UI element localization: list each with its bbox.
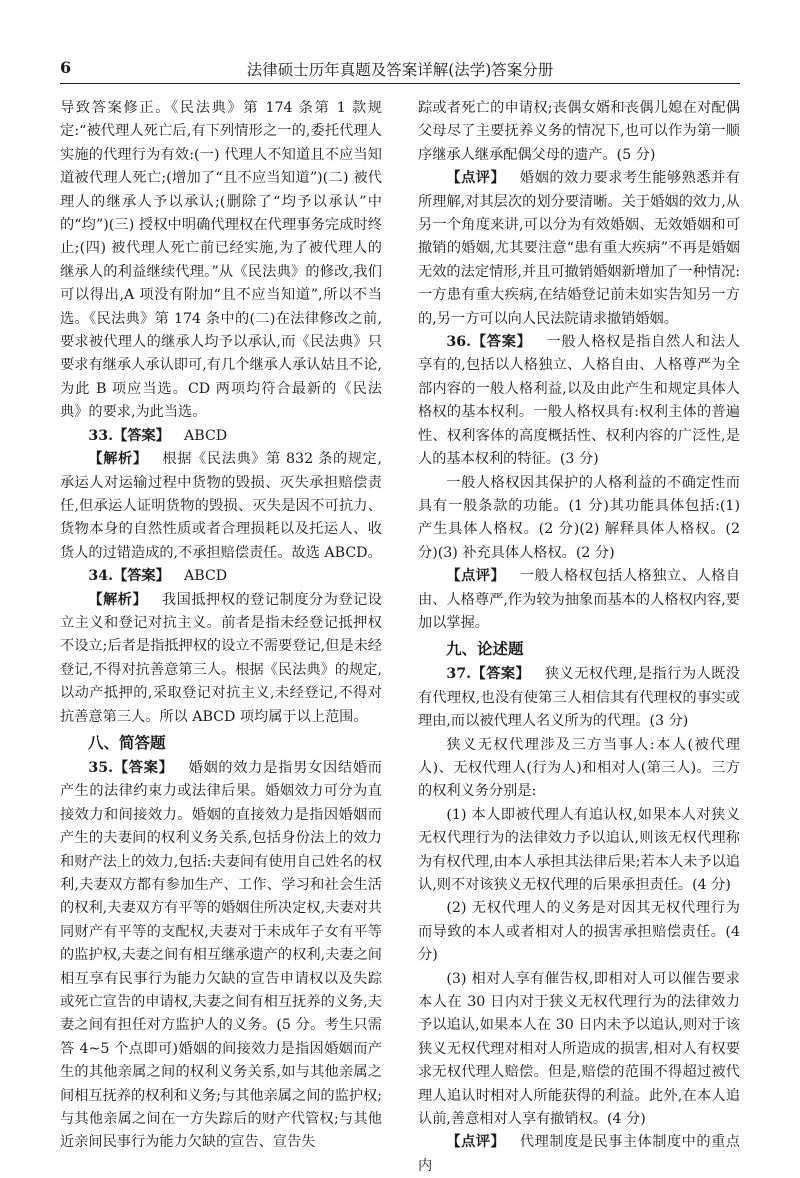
answer-paragraph: 37.【答案】 狭义无权代理,是指行为人既没有代理权,也没有使第三人相信其有代理权的事实或理由,而以被代理人名义所为的代理。(3 分): [418, 666, 740, 730]
comment-paragraph: 【点评】 一般人格权包括人格独立、人格自由、人格尊严,作为较为抽象而基本的人格权内容,要加以掌握。: [418, 568, 740, 631]
comment-label: 【点评】: [446, 1134, 506, 1151]
answer-paragraph: 36.【答案】 一般人格权是指自然人和法人享有的,包括以人格独立、人格自由、人格尊严为全部内容的一般人格利益,以及由此产生和规定具体人格权的基本权利。一般人格权具有:权利主体的普遍性、权利客体的高度概括性、权利内容的广泛性,是人的基本权利的特征。(3 分): [418, 334, 740, 468]
running-title: 法律硕士历年真题及答案详解(法学)答案分册: [246, 61, 554, 79]
section-heading: 九、论述题: [446, 639, 524, 659]
comment-paragraph: 【点评】 代理制度是民事主体制度中的重点内: [418, 1134, 740, 1174]
header-rule: [60, 83, 740, 84]
comment-label: 【点评】: [446, 568, 506, 585]
comment-paragraph: 【点评】 婚姻的效力要求考生能够熟悉并有所理解,对其层次的划分要清晰。关于婚姻的效力,从另一个角度来讲,可以分为有效婚姻、无效婚姻和可撤销的婚姻,尤其要注意“患有重大疾病”不再是婚姻无效的法定情形,并且可撤销婚姻新增加了一种情况:一方患有重大疾病,在结婚登记前未如实告知另一方的,另一方可以向人民法院请求撤销婚姻。: [418, 170, 740, 327]
analysis-label: 【解析】: [88, 591, 148, 608]
left-column: [60, 97, 382, 1155]
comment-label: 【点评】: [446, 170, 506, 187]
paragraph: 踪或者死亡的申请权;丧偶女婿和丧偶儿媳在对配偶父母尽了主要抚养义务的情况下,也可以作为第一顺序继承人继承配偶父母的遗产。(5 分): [418, 100, 740, 163]
answer-label: 33.【答案】: [88, 427, 170, 444]
answer-paragraph: 34.【答案】 ABCD: [88, 568, 228, 585]
paragraph: (2) 无权代理人的义务是对因其无权代理行为而导致的本人或者相对人的损害承担赔偿责任。(4 分): [418, 900, 740, 964]
answer-paragraph: 33.【答案】 ABCD: [88, 427, 228, 444]
answer-label: 34.【答案】: [88, 568, 170, 585]
analysis-paragraph: 【解析】 根据《民法典》第 832 条的规定,承运人对运输过程中货物的毁损、灭失承担赔偿责任,但承运人证明货物的毁损、灭失是因不可抗力、货物本身的自然性质或者合理损耗以及托运人、收货人的过错造成的,不承担赔偿责任。故选 ABCD。: [60, 451, 382, 561]
answer-label: 36.【答案】: [446, 334, 532, 351]
paragraph: 导致答案修正。《民法典》第 174 条第 1 款规定:“被代理人死亡后,有下列情形之一的,委托代理人实施的代理行为有效:(一) 代理人不知道且不应当知道被代理人死亡;(增加了“且不应当知道”)(二) 被代理人的继承人予以承认;(删除了“均予以承认”中的“均”)(三) 授权中明确代理权在代理事务完成时终止;(四) 被代理人死亡前已经实施,为了被代理人的继承人的利益继续代理。”从《民法典》的修改,我们可以得出,A 项没有附加“且不应当知道”,所以不当选。《民法典》第 174 条中的(二)在法律修改之前,要求被代理人的继承人均予以承认,而《民法典》只要求有继承人承认即可,有几个继承人承认姑且不论,为此 B 项应当选。CD 两项均符合最新的《民法典》的要求,为此当选。: [60, 100, 382, 421]
paragraph: 狭义无权代理涉及三方当事人:本人(被代理人)、无权代理人(行为人)和相对人(第三人)。三方的权利义务分别是:: [418, 736, 740, 800]
answer-paragraph: 35.【答案】 婚姻的效力是指男女因结婚而产生的法律约束力或法律后果。婚姻效力可分为直接效力和间接效力。婚姻的直接效力是指因婚姻而产生的夫妻间的权利义务关系,包括身份法上的效力和财产法上的效力,包括:夫妻间有使用自己姓名的权利,夫妻双方都有参加生产、工作、学习和社会生活的权利,夫妻双方有平等的婚姻住所决定权,夫妻对共同财产有平等的支配权,夫妻对于未成年子女有平等的监护权,夫妻之间有相互继承遗产的权利,夫妻之间相互享有民事行为能力欠缺的宣告申请权以及失踪或死亡宣告的申请权,夫妻之间有相互抚养的义务,夫妻之间有担任对方监护人的义务。(5 分。考生只需答 4~5 个点即可)婚姻的间接效力是指因婚姻而产生的其他亲属之间的权利义务关系,如与其他亲属之间相互抚养的权利和义务;与其他亲属之间的监护权;与其他亲属之间在一方失踪后的财产代管权;与其他近亲间民事行为能力欠缺的宣告、宣告失: [60, 759, 382, 1151]
analysis-label: 【解析】: [88, 451, 148, 468]
answer-label: 35.【答案】: [88, 759, 174, 776]
paragraph: (1) 本人即被代理人有追认权,如果本人对狭义无权代理行为的法律效力予以追认,则该无权代理称为有权代理,由本人承担其法律后果;若本人未予以追认,则不对该狭义无权代理的后果承担责任。(4 分): [418, 806, 740, 893]
page-number: 6: [60, 58, 72, 77]
paragraph: 一般人格权因其保护的人格利益的不确定性而具有一般条款的功能。(1 分)其功能具体包括:(1) 产生具体人格权。(2 分)(2) 解释具体人格权。(2 分)(3) 补充具体人格权。(2 分): [418, 474, 740, 561]
answer-label: 37.【答案】: [446, 666, 531, 683]
analysis-paragraph: 【解析】 我国抵押权的登记制度分为登记设立主义和登记对抗主义。前者是指未经登记抵押权不设立;后者是指抵押权的设立不需要登记,但是未经登记,不得对抗善意第三人。根据《民法典》的规定,以动产抵押的,采取登记对抗主义,未经登记,不得对抗善意第三人。所以 ABCD 项均属于以上范围。: [60, 591, 382, 725]
paragraph: (3) 相对人享有催告权,即相对人可以催告要求本人在 30 日内对于狭义无权代理行为的法律效力予以追认,如果本人在 30 日内未予以追认,则对于该狭义无权代理对相对人所造成的损害,相对人有权要求无权代理人赔偿。但是,赔偿的范围不得超过被代理人追认时相对人所能获得的利益。此外,在本人追认前,善意相对人享有撤销权。(4 分): [418, 970, 740, 1128]
right-column: [418, 97, 740, 1178]
page-header: [60, 0, 740, 84]
section-heading: 八、简答题: [88, 732, 166, 752]
